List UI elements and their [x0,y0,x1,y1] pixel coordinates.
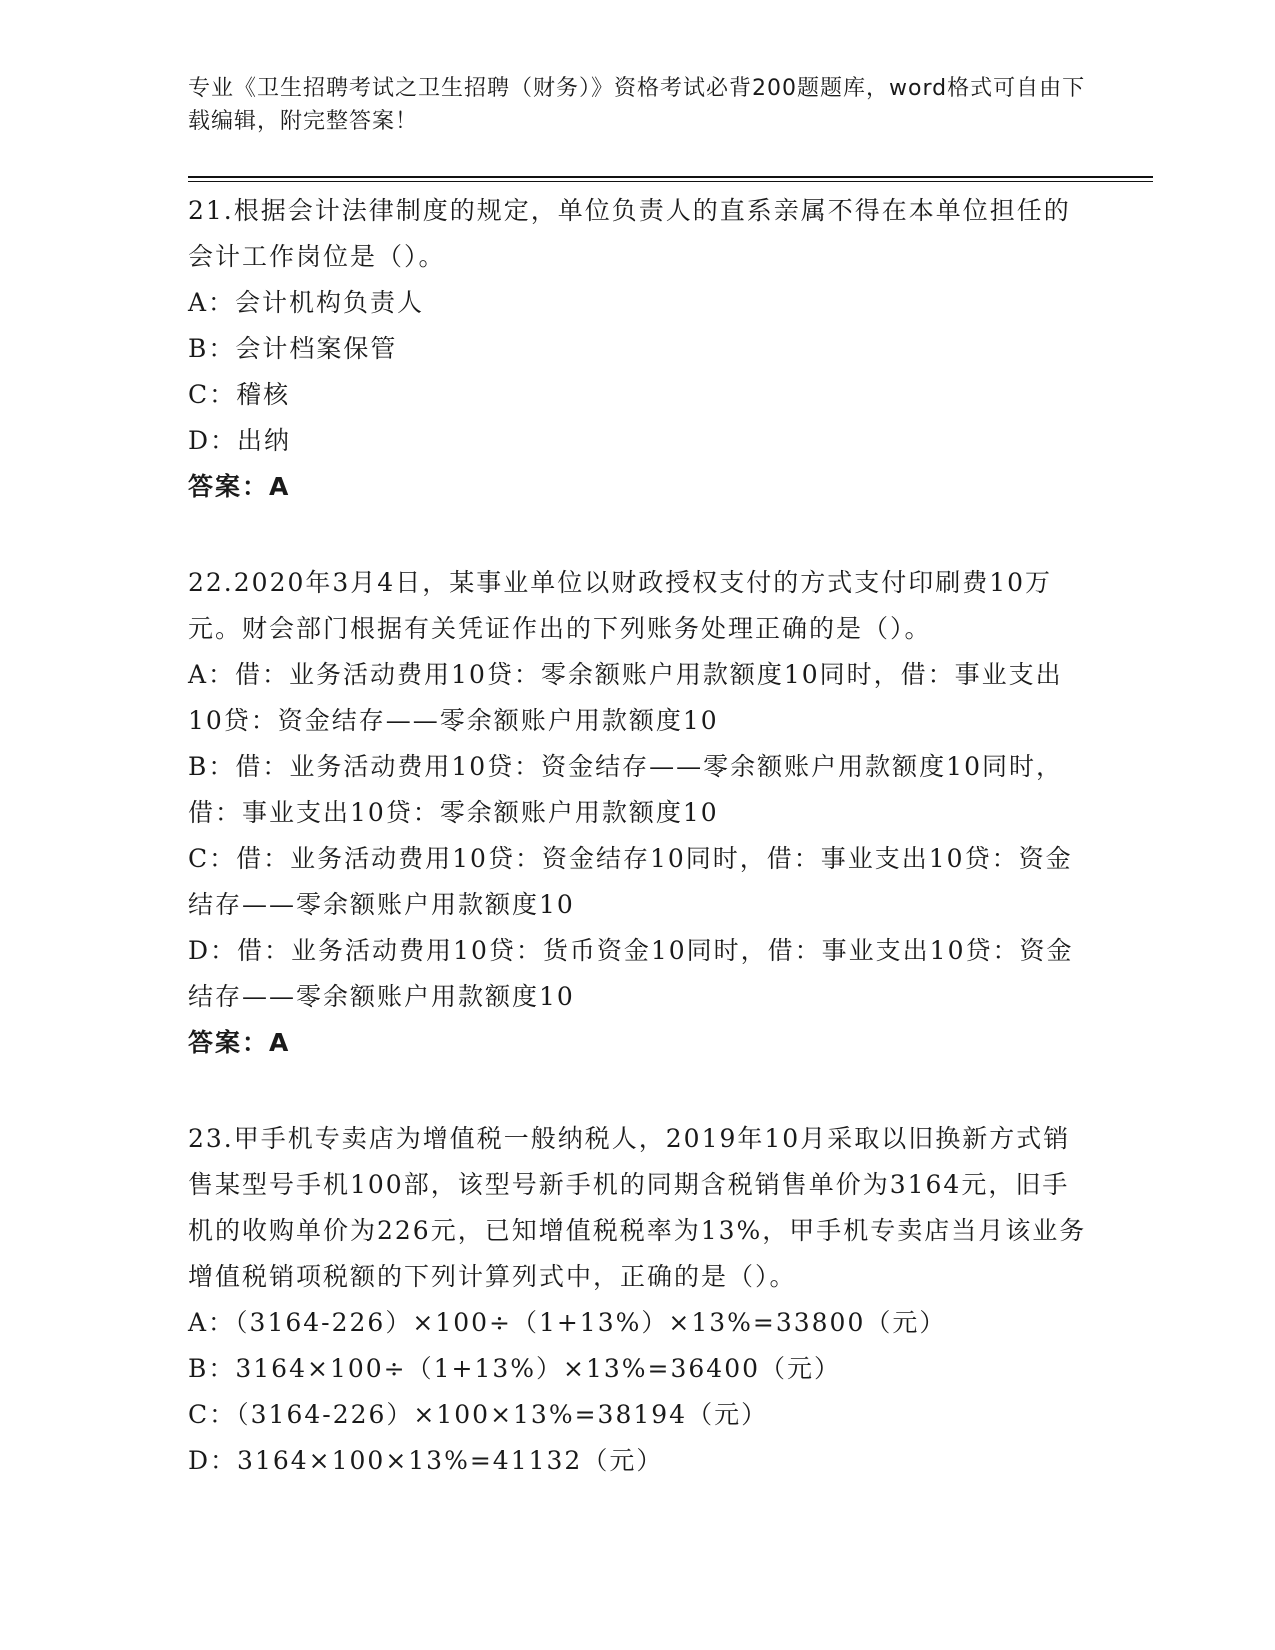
answer-line: 答案：A [188,1028,291,1057]
question-22 [188,560,1088,1066]
header-title: 专业《卫生招聘考试之卫生招聘（财务）》资格考试必背200题题库，word格式可自由下载编辑，附完整答案！ [188,76,1086,134]
option-a: A：借：业务活动费用10贷：零余额账户用款额度10同时，借：事业支出10贷：资金结存——零余额账户用款额度10 [188,660,1063,735]
question-stem: 22.2020年3月4日，某事业单位以财政授权支付的方式支付印刷费10万元。财会部门根据有关凭证作出的下列账务处理正确的是（）。 [188,568,1053,643]
header-divider [188,176,1153,178]
question-stem: 21.根据会计法律制度的规定，单位负责人的直系亲属不得在本单位担任的会计工作岗位是（）。 [188,196,1071,271]
option-c: C：稽核 [188,380,291,409]
header-divider-thin [188,181,1153,182]
question-list [188,188,1088,1534]
question-23 [188,1116,1088,1484]
option-b: B：3164×100÷（1+13%）×13%=36400（元） [188,1354,842,1383]
document-header [188,72,1088,138]
question-stem: 23.甲手机专卖店为增值税一般纳税人，2019年10月采取以旧换新方式销售某型号手机100部，该型号新手机的同期含税销售单价为3164元，旧手机的收购单价为226元，已知增值税税率为13%，甲手机专卖店当月该业务增值税销项税额的下列计算列式中，正确的是（）。 [188,1124,1087,1291]
option-a: A：会计机构负责人 [188,288,425,317]
answer-line: 答案：A [188,472,291,501]
option-b: B：会计档案保管 [188,334,398,363]
option-a: A：（3164-226）×100÷（1+13%）×13%=33800（元） [188,1308,947,1337]
option-c: C：借：业务活动费用10贷：资金结存10同时，借：事业支出10贷：资金结存——零余额账户用款额度10 [188,844,1073,919]
question-21 [188,188,1088,510]
option-d: D：出纳 [188,426,292,455]
option-c: C：（3164-226）×100×13%=38194（元） [188,1400,769,1429]
option-d: D：借：业务活动费用10贷：货币资金10同时，借：事业支出10贷：资金结存——零余额账户用款额度10 [188,936,1074,1011]
option-b: B：借：业务活动费用10贷：资金结存——零余额账户用款额度10同时，借：事业支出10贷：零余额账户用款额度10 [188,752,1063,827]
option-d: D：3164×100×13%=41132（元） [188,1446,664,1475]
